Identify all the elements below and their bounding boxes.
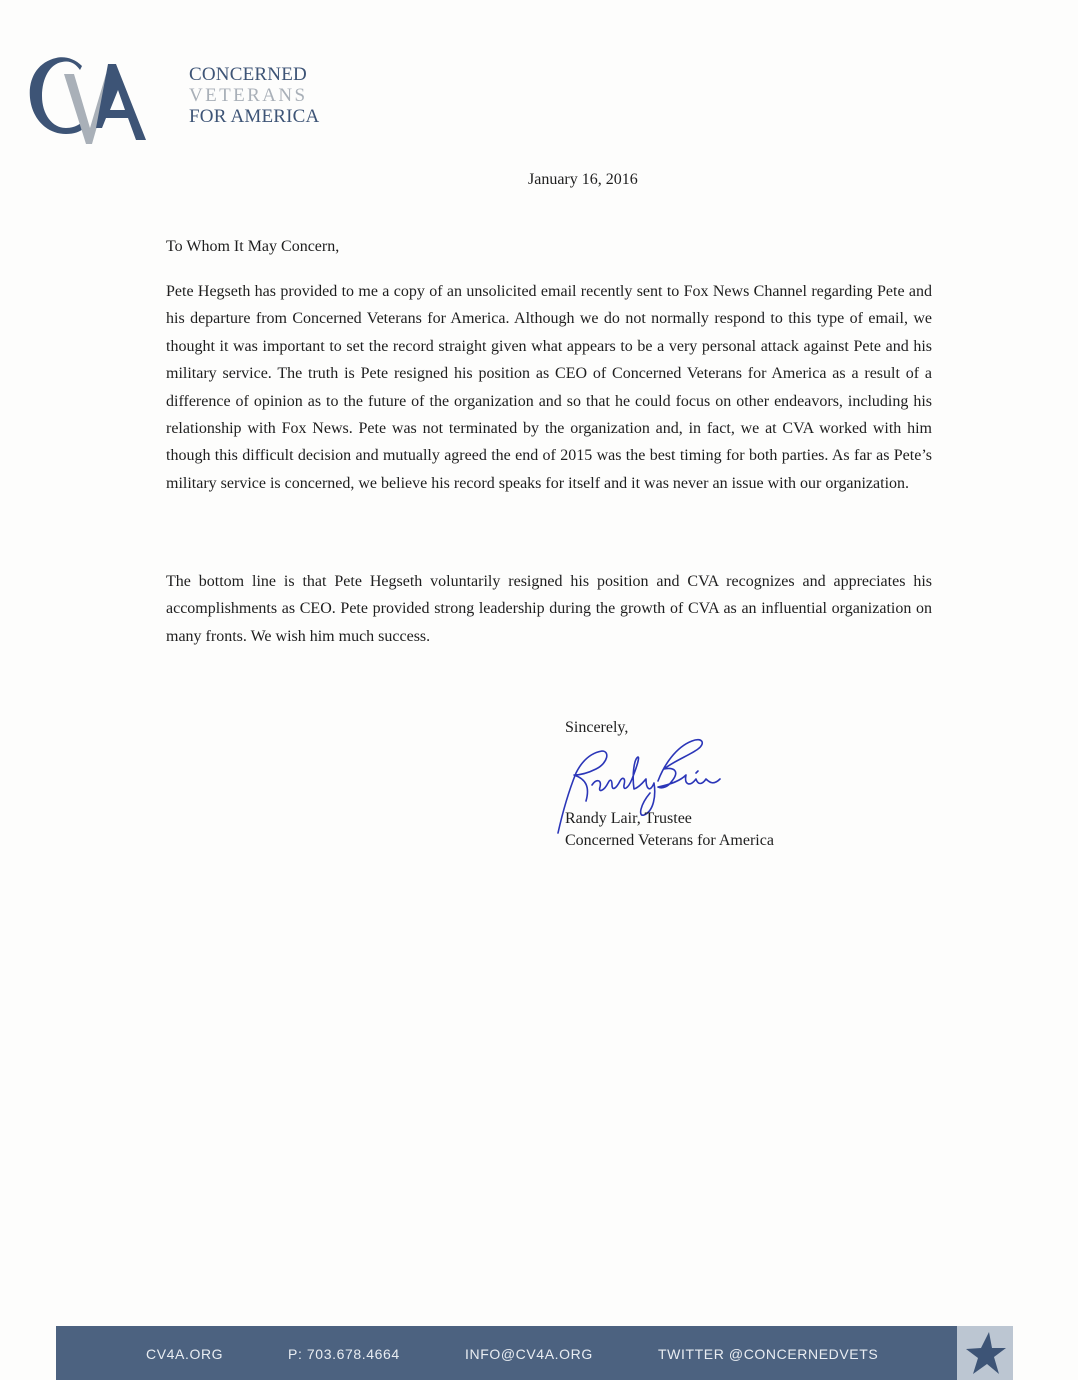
salutation: To Whom It May Concern, xyxy=(166,238,340,255)
footer-star-badge xyxy=(957,1326,1013,1380)
footer-phone: P: 703.678.4664 xyxy=(288,1346,400,1362)
footer-bar xyxy=(56,1326,1013,1380)
footer-website-link[interactable]: CV4A.ORG xyxy=(146,1346,224,1362)
signer-name-title: Randy Lair, Trustee xyxy=(565,810,692,827)
star-icon xyxy=(963,1330,1007,1376)
cva-logo-icon xyxy=(24,52,154,152)
org-name-line3: FOR AMERICA xyxy=(189,106,320,127)
signer-organization: Concerned Veterans for America xyxy=(565,832,774,849)
closing: Sincerely, xyxy=(565,719,629,736)
letter-date: January 16, 2016 xyxy=(528,171,638,188)
org-name-block xyxy=(189,64,319,127)
footer-twitter-link[interactable]: TWITTER @CONCERNEDVETS xyxy=(658,1346,879,1362)
org-name-line2: VETERANS xyxy=(189,85,308,106)
body-paragraph-1: Pete Hegseth has provided to me a copy of an unsolicited email recently sent to Fox News Channel regarding Pete and his departure from Concerned Veterans for America. Although we do not normally respond to this type of email, we thought it was important to set the record straight given what appears to be a very personal attack against Pete and his military service. The truth is Pete resigned his position as CEO of Concerned Veterans for America as a result of a difference of opinion as to the future of the organization and so that he could focus on other endeavors, including his relationship with Fox News. Pete was not terminated by the organization and, in fact, we at CVA worked with him though this difficult decision and mutually agreed the end of 2015 was the best timing for both parties. As far as Pete’s military service is concerned, we believe his record speaks for itself and it was never an issue with our organization. xyxy=(166,283,932,492)
footer-email-link[interactable]: INFO@CV4A.ORG xyxy=(465,1346,593,1362)
body-paragraph-2: The bottom line is that Pete Hegseth voluntarily resigned his position and CVA recognizes and appreciates his accomplishments as CEO. Pete provided strong leadership during the growth of CVA as an influential organization on many fronts. We wish him much success. xyxy=(166,573,932,645)
org-name-line1: CONCERNED xyxy=(189,64,307,85)
signer-block xyxy=(565,808,774,852)
